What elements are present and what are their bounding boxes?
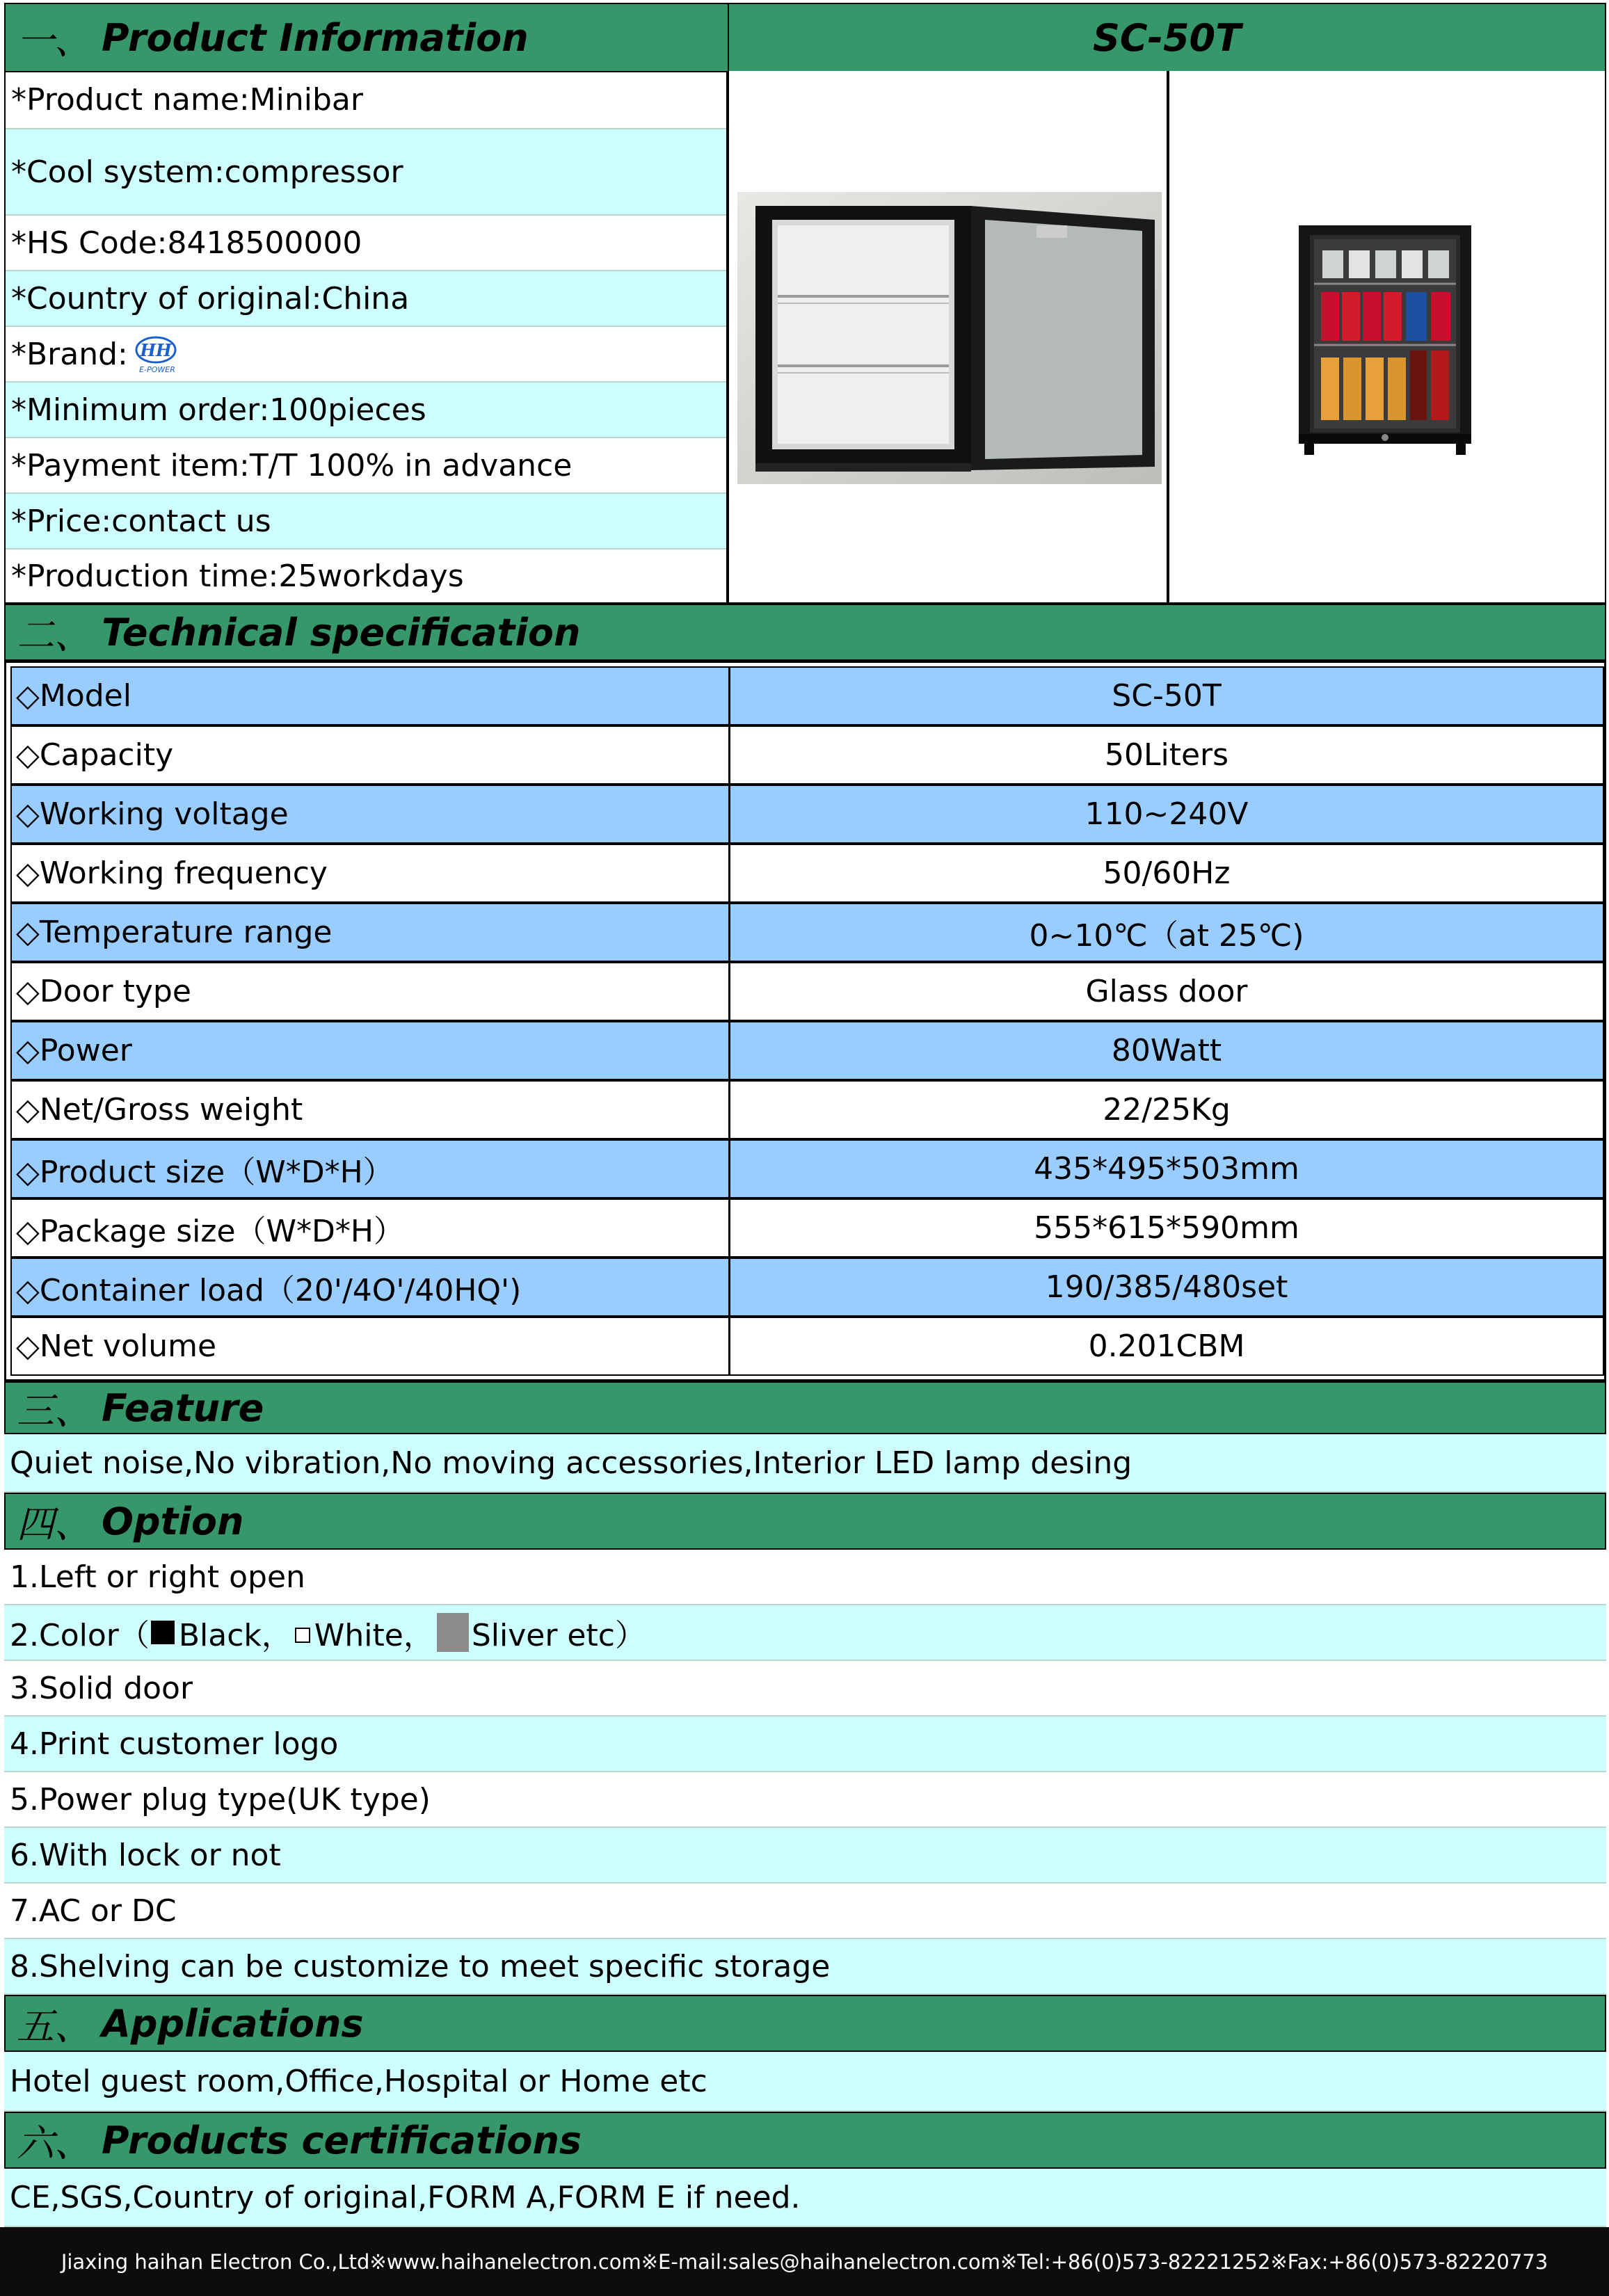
spec-row xyxy=(10,666,1604,725)
option-text: 8.Shelving can be customize to meet specific storage xyxy=(10,1948,831,1984)
spec-row xyxy=(10,1317,1604,1376)
feature-text-row xyxy=(4,1434,1606,1493)
spec-row xyxy=(10,962,1604,1021)
spec-row xyxy=(10,844,1604,903)
color-silver-label: Sliver etc） xyxy=(471,1618,646,1653)
black-swatch xyxy=(151,1621,175,1644)
spec-row xyxy=(10,785,1604,844)
certifications-header xyxy=(4,2112,1606,2169)
applications-text: Hotel guest room,Office,Hospital or Home etc xyxy=(10,2063,707,2099)
option-item xyxy=(4,1772,1606,1828)
info-row xyxy=(6,494,726,549)
section-number: 六、 xyxy=(17,2121,92,2165)
brand-logo-mark: HH xyxy=(140,340,172,360)
section-number: 四、 xyxy=(17,1502,92,1546)
section-title: Feature xyxy=(102,1386,264,1430)
spec-label: ◇Model xyxy=(12,668,730,724)
info-row xyxy=(6,71,726,129)
info-text: *Payment item:T/T 100% in advance xyxy=(11,447,573,483)
feature-header xyxy=(4,1381,1606,1434)
info-text: *Brand: xyxy=(11,336,128,372)
spec-label: ◇Working frequency xyxy=(12,845,730,901)
technical-specification-header xyxy=(4,604,1606,661)
photo-cell-closed xyxy=(1168,71,1606,604)
footer-contact-bar xyxy=(0,2227,1609,2296)
spec-label: ◇Product size（W*D*H） xyxy=(12,1141,730,1197)
section-title: Technical specification xyxy=(102,610,581,655)
section-number: 二、 xyxy=(17,613,92,657)
photo-cell-open xyxy=(728,71,1168,604)
spec-value: 190/385/480set xyxy=(1045,1269,1288,1305)
info-row xyxy=(6,129,726,216)
option-text: 1.Left or right open xyxy=(10,1559,305,1595)
option-item xyxy=(4,1828,1606,1884)
spec-row xyxy=(10,1080,1604,1139)
info-text: *Price:contact us xyxy=(11,503,271,539)
certifications-text-row xyxy=(4,2169,1606,2227)
option-item xyxy=(4,1717,1606,1772)
info-row xyxy=(6,216,726,271)
info-text: *Production time:25workdays xyxy=(11,558,464,594)
option-header xyxy=(4,1493,1606,1550)
section-title: Products certifications xyxy=(102,2118,582,2162)
spec-label: ◇Power xyxy=(12,1022,730,1079)
silver-swatch xyxy=(437,1613,469,1652)
feature-text: Quiet noise,No vibration,No moving accessories,Interior LED lamp desing xyxy=(10,1445,1132,1481)
info-row xyxy=(6,438,726,494)
spec-value: 50Liters xyxy=(1104,737,1229,773)
footer-contact-text: Jiaxing haihan Electron Co.,Ltd※www.haihanelectron.com※E-mail:sales@haihanelectron.com※Tel:+86(0)573-82221252※Fax:+86(0)573-82220773 xyxy=(61,2249,1548,2274)
spec-value: SC-50T xyxy=(1112,678,1222,714)
applications-text-row xyxy=(4,2052,1606,2112)
model-header xyxy=(728,3,1606,72)
brand-logo-sub: E-POWER xyxy=(139,365,175,374)
option-text: 7.AC or DC xyxy=(10,1893,177,1929)
info-row xyxy=(6,271,726,327)
option-text: 6.With lock or not xyxy=(10,1837,281,1873)
spec-label: ◇Capacity xyxy=(12,727,730,783)
spec-row xyxy=(10,725,1604,785)
spec-row xyxy=(10,903,1604,962)
minibar-glass-door-image xyxy=(1299,225,1471,455)
section-title: Option xyxy=(102,1499,244,1543)
option-text: 5.Power plug type(UK type) xyxy=(10,1781,431,1817)
option-item xyxy=(4,1550,1606,1605)
spec-label: ◇Net/Gross weight xyxy=(12,1082,730,1138)
section-number: 五、 xyxy=(17,2004,92,2048)
spec-value: 22/25Kg xyxy=(1103,1092,1231,1127)
info-row xyxy=(6,549,726,602)
model-title: SC-50T xyxy=(1093,15,1241,60)
spec-label: ◇Temperature range xyxy=(12,904,730,961)
option-text: 4.Print customer logo xyxy=(10,1726,339,1762)
info-text: *HS Code:8418500000 xyxy=(11,225,362,261)
section-title: Applications xyxy=(102,2001,364,2046)
info-row xyxy=(6,383,726,438)
spec-value: 110~240V xyxy=(1084,796,1249,832)
minibar-open-image xyxy=(737,192,1162,484)
spec-value: 80Watt xyxy=(1111,1033,1222,1068)
info-row xyxy=(6,327,726,383)
option-item xyxy=(4,1884,1606,1939)
white-swatch xyxy=(295,1628,310,1643)
spec-value: 555*615*590mm xyxy=(1034,1210,1299,1246)
spec-label: ◇Net volume xyxy=(12,1318,730,1374)
spec-row xyxy=(10,1258,1604,1317)
spec-label: ◇Door type xyxy=(12,963,730,1020)
color-white-label: White， xyxy=(314,1618,434,1653)
product-info-list xyxy=(4,71,728,604)
option-text: 2.Color（ xyxy=(10,1618,150,1653)
spec-label: ◇Package size（W*D*H） xyxy=(12,1200,730,1256)
spec-label: ◇Container load（20'/4O'/40HQ') xyxy=(12,1259,730,1315)
info-text: *Minimum order:100pieces xyxy=(11,392,426,428)
spec-row xyxy=(10,1021,1604,1080)
spec-value: 0.201CBM xyxy=(1088,1328,1245,1364)
spec-row xyxy=(10,1139,1604,1198)
section-title: Product Information xyxy=(102,15,529,60)
brand-logo xyxy=(132,333,188,375)
product-information-header xyxy=(4,3,729,72)
section-number: 三、 xyxy=(17,1388,92,1433)
applications-header xyxy=(4,1995,1606,2052)
spec-value: 50/60Hz xyxy=(1103,856,1231,891)
certifications-text: CE,SGS,Country of original,FORM A,FORM E if need. xyxy=(10,2179,801,2215)
spec-value: 0~10℃（at 25℃) xyxy=(1029,917,1304,954)
spec-table xyxy=(4,661,1606,1381)
section-number: 一、 xyxy=(17,18,92,63)
color-black-label: Black， xyxy=(178,1618,292,1653)
option-item-color xyxy=(4,1605,1606,1661)
info-text: *Cool system:compressor xyxy=(11,154,403,190)
spec-row xyxy=(10,1198,1604,1258)
option-item xyxy=(4,1939,1606,1995)
spec-value: 435*495*503mm xyxy=(1034,1151,1299,1187)
info-text: *Product name:Minibar xyxy=(11,81,363,118)
spec-label: ◇Working voltage xyxy=(12,786,730,842)
info-text: *Country of original:China xyxy=(11,280,410,316)
cans-row xyxy=(1322,250,1449,278)
option-text: 3.Solid door xyxy=(10,1670,193,1706)
spec-value: Glass door xyxy=(1085,974,1248,1009)
option-item xyxy=(4,1661,1606,1717)
